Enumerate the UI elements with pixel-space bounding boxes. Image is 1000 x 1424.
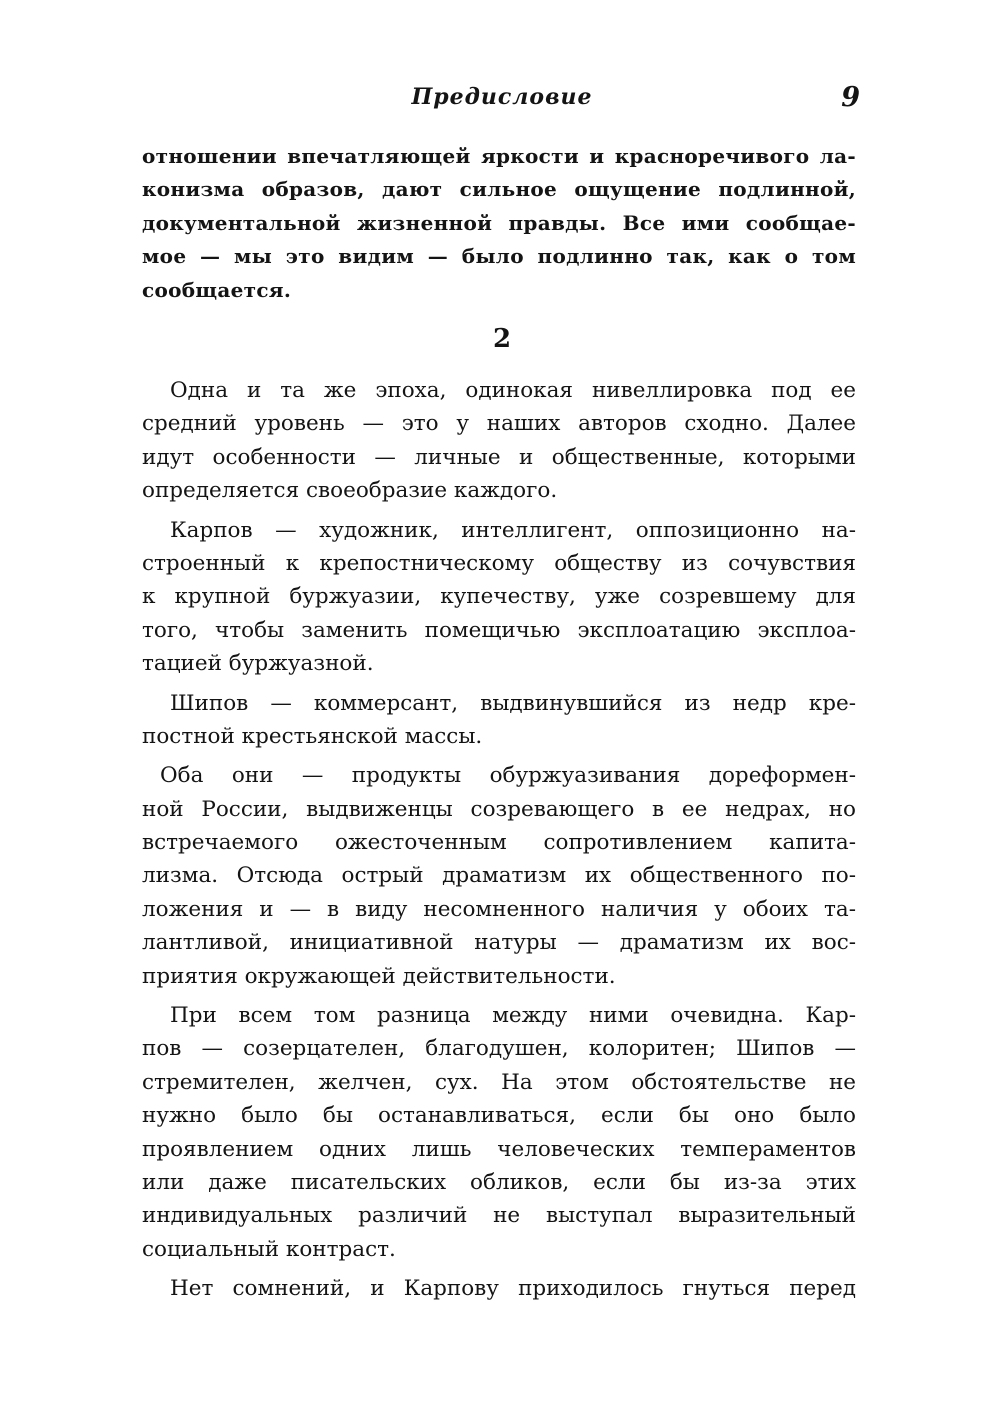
text-line: или даже писательских обликов, если бы из-за этих — [142, 1169, 856, 1195]
section-number: 2 — [492, 324, 512, 354]
text-line: ной России, выдвиженцы созревающего в ее недрах, но — [142, 796, 856, 822]
paragraph — [142, 514, 856, 681]
text-line: стремителен, желчен, сух. На этом обстоятельстве не — [142, 1069, 856, 1095]
paragraph — [142, 374, 856, 508]
text-line: пов — созерцателен, благодушен, колоритен; Шипов — — [142, 1036, 856, 1062]
text-line: нужно было бы останавливаться, если бы оно было — [142, 1103, 856, 1129]
paragraph — [142, 1272, 856, 1305]
text-line: встречаемого ожесточенным сопротивлением капита- — [142, 830, 856, 856]
paragraph — [142, 759, 856, 993]
text-line: социальный контраст. — [142, 1236, 396, 1262]
paragraph — [142, 687, 856, 754]
text-line: средний уровень — это у наших авторов сходно. Далее — [142, 411, 856, 437]
text-line: Карпов — художник, интеллигент, оппозиционно на- — [170, 517, 856, 543]
page-header — [142, 84, 862, 124]
text-line: Шипов — коммерсант, выдвинувшийся из недр кре- — [170, 690, 856, 716]
text-line: конизма образов, дают сильное ощущение подлинной, — [142, 177, 856, 202]
text-line: Одна и та же эпоха, одинокая нивеллировка под ее — [170, 378, 856, 403]
text-line: к крупной буржуазии, купечеству, уже созревшему для — [142, 584, 856, 610]
running-title: Предисловие — [411, 84, 593, 110]
text-line: индивидуальных различий не выступал выразительный — [142, 1203, 856, 1229]
text-line: идут особенности — личные и общественные, которыми — [142, 444, 856, 470]
text-line: Нет сомнений, и Карпову приходилось гнуться перед — [170, 1276, 856, 1302]
text-line: того, чтобы заменить помещичью эксплоатацию эксплоа- — [142, 617, 856, 643]
text-line: лантливой, инициативной натуры — драматизм их вос- — [142, 930, 856, 956]
text-line: тацией буржуазной. — [142, 651, 374, 677]
text-line: мое — мы это видим — было подлинно так, как о том — [142, 244, 856, 269]
text-line: Оба они — продукты обуржуазивания дореформен- — [160, 763, 856, 789]
text-line: сообщается. — [142, 277, 292, 302]
top-paragraph — [142, 140, 856, 307]
main-text — [142, 374, 856, 1306]
text-line: При всем том разница между ними очевидна. Кар- — [170, 1003, 856, 1029]
text-line: ложения и — в виду несомненного наличия у обоих та- — [142, 896, 856, 922]
text-line: определяется своеобразие каждого. — [142, 478, 558, 504]
text-line: постной крестьянской массы. — [142, 723, 483, 749]
text-line: проявлением одних лишь человеческих темпераментов — [142, 1136, 856, 1162]
text-line: документальной жизненной правды. Все ими сообщае- — [142, 210, 856, 235]
text-line: строенный к крепостническому обществу из сочувствия — [142, 550, 856, 576]
paragraph — [142, 999, 856, 1266]
text-line: приятия окружающей действительности. — [142, 963, 616, 989]
text-line: отношении впечатляющей яркости и красноречивого ла- — [142, 144, 856, 168]
page-number: 9 — [841, 82, 860, 113]
text-line: лизма. Отсюда острый драматизм их общественного по- — [142, 863, 856, 889]
